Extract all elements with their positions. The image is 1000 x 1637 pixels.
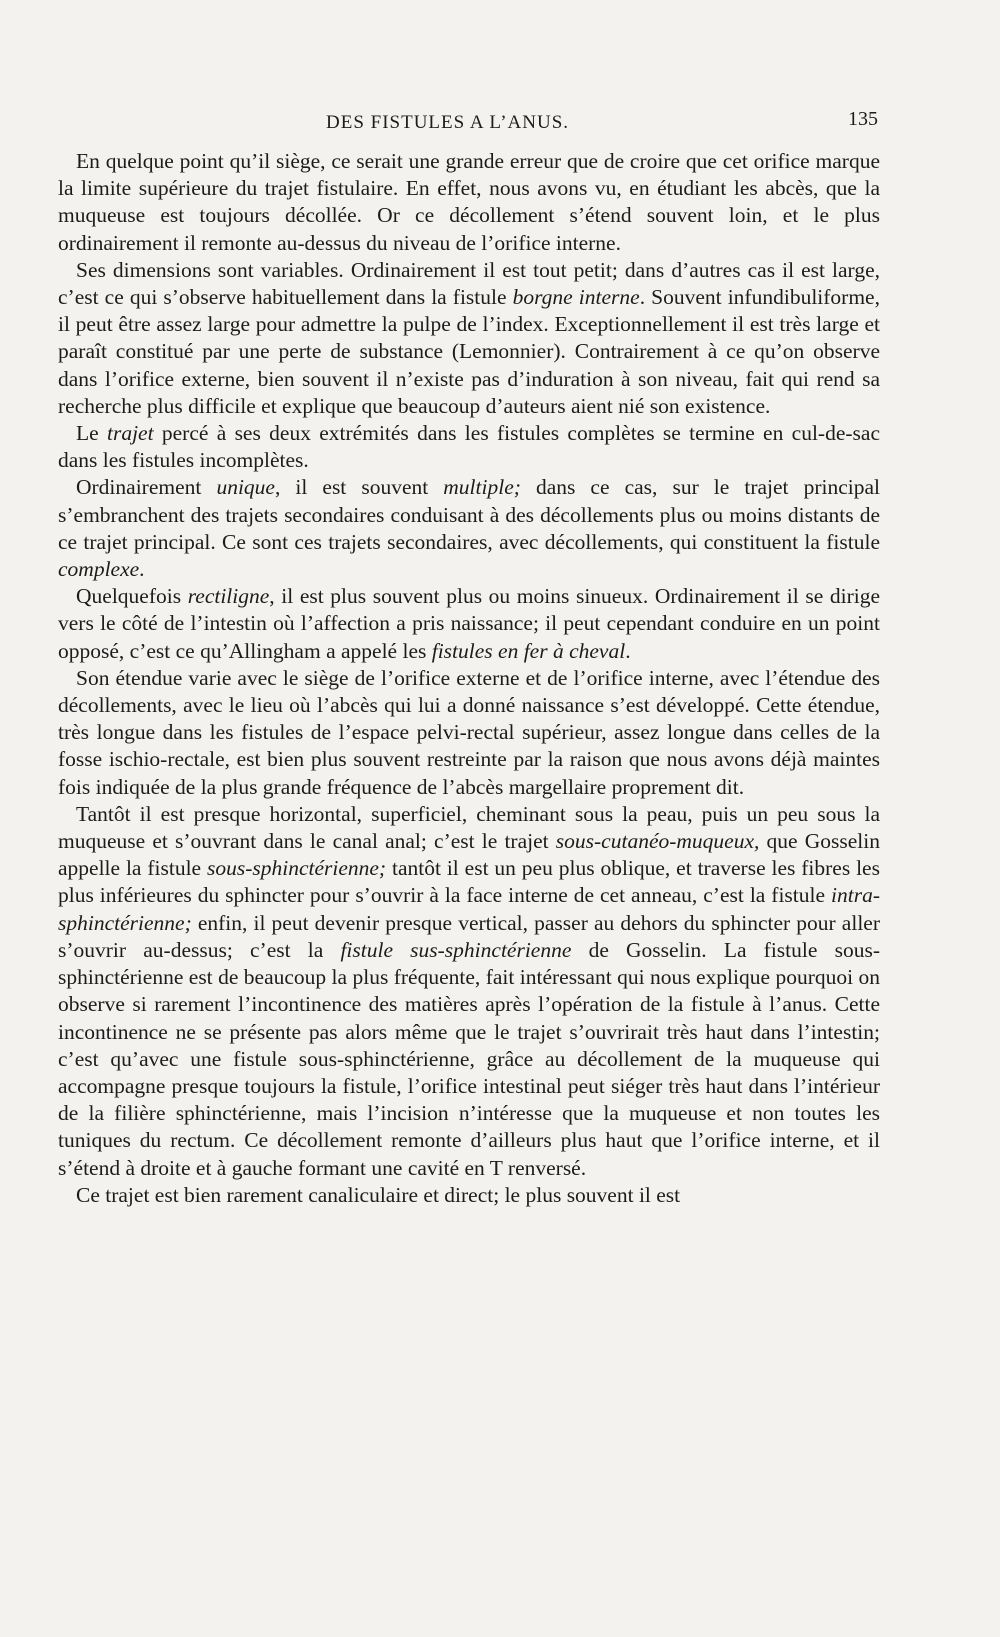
paragraph-canaliculaire: Ce trajet est bien rarement canaliculaire et direct; le plus souvent il est <box>76 1182 681 1207</box>
italic-term: fistule sus-sphinctérienne <box>340 937 572 962</box>
running-title: DES FISTULES A L’ANUS. <box>326 112 570 133</box>
italic-term: multiple; <box>443 475 521 500</box>
paragraph-orifice-position: En quelque point qu’il siège, ce serait une grande erreur que de croire que cet orifice marque la limite supérieure du trajet fistulaire. En effet, nous avons vu, en étudiant les abcès, que la muqueuse est toujours décollée. Or ce décollement s’étend souvent loin, et le plus ordinairement il remonte au-dessus du niveau de l’orifice interne. <box>58 149 880 255</box>
italic-term: complexe <box>58 557 140 582</box>
paragraph-rectiligne: Quelquefois rectiligne, il est plus souvent plus ou moins sinueux. Ordinairement il se dirige vers le côté de l’intestin où l’affection a pris naissance; il peut cependant conduire en un point opposé, c’est ce qu’Allingham a appelé les fistules en fer à cheval. <box>58 584 881 663</box>
italic-term: rectiligne <box>187 584 270 609</box>
italic-term: unique <box>216 475 275 500</box>
paragraph-etendue: Son étendue varie avec le siège de l’orifice externe et de l’orifice interne, avec l’étendue des décollements, avec le lieu où l’abcès qui lui a donné naissance s’est développé. Cette étendue, très longue dans les fistules de l’espace pelvi-rectal supérieur, assez longue dans celles de la fosse ischio-rectale, est bien plus souvent restreinte par la raison que nous avons déjà maintes fois indiquée de la plus grande fréquence de l’abcès margellaire proprement dit. <box>58 665 880 799</box>
paragraph-direction: Tantôt il est presque horizontal, superficiel, cheminant sous la peau, puis un peu sous la muqueuse et s’ouvrant dans le canal anal; c’est le trajet sous-cutanéo-muqueux, que Gosselin appelle la fistule sous-sphinctérienne; tantôt il est un peu plus oblique, et traverse les fibres les plus inférieures du sphincter pour s’ouvrir à la face interne de cet anneau, c’est la fistule intra-sphinctérienne; enfin, il peut devenir presque vertical, passer au dehors du sphincter pour aller s’ouvrir au-dessus; c’est la fistule sus-sphinctérienne de Gosselin. La fistule sous-sphinctérienne est de beaucoup la plus fréquente, fait intéressant qui nous explique pourquoi on observe si rarement l’incontinence des matières après l’opération de la fistule à l’anus. Cette incontinence ne se présente pas alors même que le trajet s’ouvrirait très haut dans l’intestin; c’est qu’avec une fistule sous-sphinctérienne, grâce au décollement de la muqueuse qui accompagne presque toujours la fistule, l’orifice intestinal peut siéger très haut dans l’intérieur de la filière sphinctérienne, mais l’incision n’intéresse que la muqueuse et non toutes les tuniques du rectum. Ce décollement remonte d’ailleurs plus haut que l’orifice interne, et il s’étend à droite et à gauche formant une cavité en T renversé. <box>58 801 880 1180</box>
paragraph-dimensions: Ses dimensions sont variables. Ordinairement il est tout petit; dans d’autres cas il est large, c’est ce qui s’observe habituellement dans la fistule borgne interne. Souvent infundibuliforme, il peut être assez large pour admettre la pulpe de l’index. Exceptionnellement il est très large et paraît constitué par une perte de substance (Lemonnier). Contrairement à ce qu’on observe dans l’orifice externe, bien souvent il n’existe pas d’induration à son niveau, fait qui rend sa recherche plus difficile et explique que beaucoup d’auteurs aient nié son existence. <box>58 257 880 418</box>
page-number: 135 <box>848 108 878 130</box>
body-text <box>58 148 880 1209</box>
italic-term: sous-sphinctérienne; <box>206 856 387 881</box>
paragraph-multiple: Ordinairement unique, il est souvent multiple; dans ce cas, sur le trajet principal s’embranchent des trajets secondaires conduisant à des décollements plus ou moins distants de ce trajet principal. Ce sont ces trajets secondaires, avec décollements, qui constituent la fistule complexe. <box>58 475 880 582</box>
paragraph-trajet: Le trajet percé à ses deux extrémités dans les fistules complètes se termine en cul-de-sac dans les fistules incomplètes. <box>58 421 880 473</box>
italic-term: fistules en fer à cheval <box>431 638 626 663</box>
italic-term: trajet <box>106 421 154 446</box>
running-head <box>58 108 878 138</box>
italic-term: intra-sphinctérienne; <box>58 883 880 935</box>
italic-term: borgne interne <box>512 285 640 310</box>
italic-term: sous-cutanéo-muqueux, <box>555 829 760 854</box>
